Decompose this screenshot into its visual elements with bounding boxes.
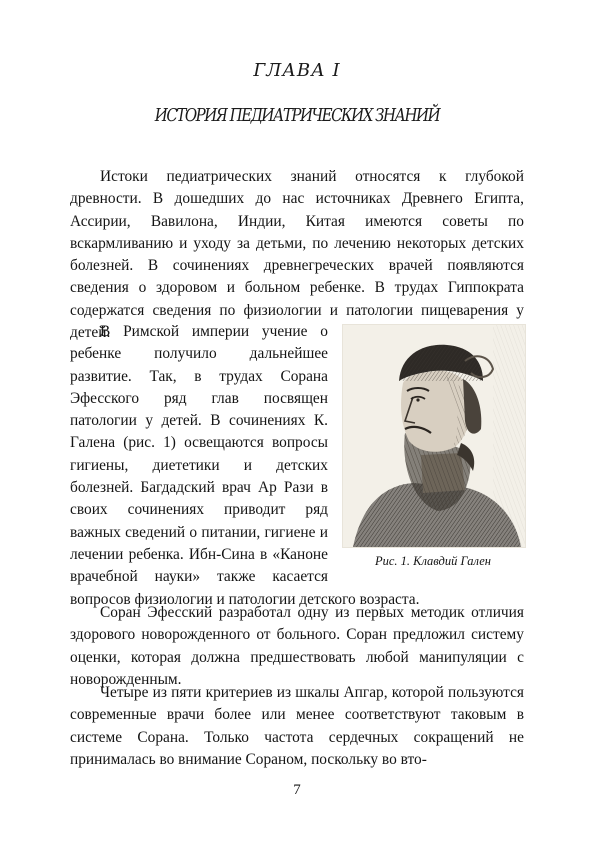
paragraph-2: В Римской империи учение о ребенке получило дальнейшее развитие. Так, в трудах Сорана Эфесского ряд глав посвящен патологии у детей. В сочинениях К. Галена (рис. 1) освещаются вопросы гигиены, диететики и детских болезней. Багдадский врач Ар Рази в своих сочинениях приводит ряд важных сведений о питании, гигиене и лечении ребенка. Ибн-Сина в «Каноне врачебной науки» также касается вопросов физиологии и патологии детского возраста. <box>70 323 420 608</box>
figure-caption: Рис. 1. Клавдий Гален <box>374 554 492 568</box>
paragraph-3: Соран Эфесский разработал одну из первых методик отличия здорового новорожденного от больного. Соран предложил систему оценки, которая должна предшествовать любой манипуляции с новорожденным. <box>70 604 524 688</box>
paragraph-4: Четыре из пяти критериев из шкалы Апгар, которой пользуются современные врачи более или менее соответствуют таковым в системе Сорана. Только частота сердечных сокращений не принималась во внимание Сораном, поскольку во вто- <box>70 684 524 768</box>
figure-1 <box>342 324 524 576</box>
page-number: 7 <box>293 782 301 798</box>
paragraph-1: Истоки педиатрических знаний относятся к глубокой древности. В дошедших до нас источниках Древнего Египта, Ассирии, Вавилона, Индии, Китая имеются советы по вскармливанию и уходу за детьми, по лечению некоторых детских болезней. В сочинениях древнегреческих врачей появляются сведения о здоровом и больном ребенке. В трудах Гиппократа содержатся сведения по физиологии и патологии пищеварения у детей. <box>70 168 524 342</box>
paragraph-with-figure <box>70 321 524 611</box>
portrait-engraving <box>343 325 525 547</box>
chapter-title: ГЛАВА I <box>253 60 341 81</box>
galen-portrait <box>342 324 526 548</box>
chapter-subtitle: ИСТОРИЯ ПЕДИАТРИЧЕСКИХ ЗНАНИЙ <box>154 104 440 126</box>
